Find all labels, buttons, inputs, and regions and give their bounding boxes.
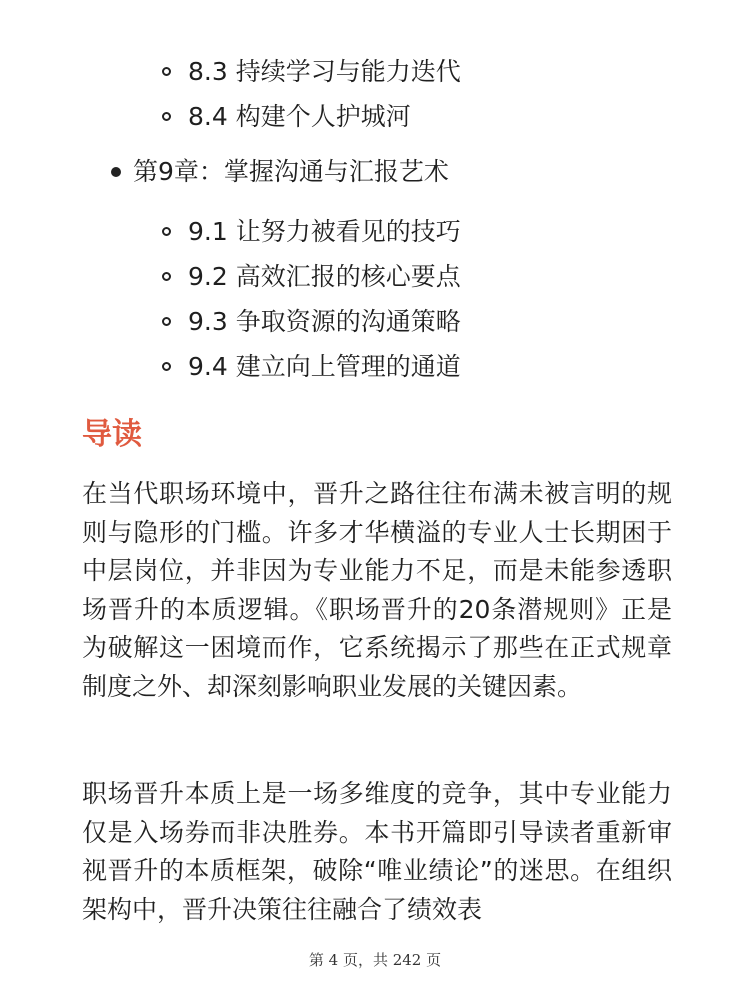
section-heading: 导读 bbox=[82, 417, 142, 452]
toc-item-label: 9.3 争取资源的沟通策略 bbox=[188, 307, 461, 336]
toc-item-9-2[interactable] bbox=[0, 257, 750, 302]
toc-item-label: 9.4 建立向上管理的通道 bbox=[188, 352, 461, 381]
toc-item-9-4[interactable] bbox=[0, 347, 750, 392]
toc-item-label: 9.2 高效汇报的核心要点 bbox=[188, 262, 461, 291]
toc-item-label: 9.1 让努力被看见的技巧 bbox=[188, 217, 461, 246]
toc-item-9-1[interactable] bbox=[0, 212, 750, 257]
toc-item-label: 8.3 持续学习与能力迭代 bbox=[188, 57, 461, 86]
hollow-bullet-icon bbox=[162, 227, 171, 236]
page-number-footer: 第 4 页，共 242 页 bbox=[308, 951, 442, 969]
body-paragraph: 在当代职场环境中，晋升之路往往布满未被言明的规则与隐形的门槛。许多才华横溢的专业人士长期困于中层岗位，并非因为专业能力不足，而是未能参透职场晋升的本质逻辑。《职场晋升的20条潜规则》正是为破解这一困境而作，它系统揭示了那些在正式规章制度之外、却深刻影响职业发展的关键因素。 bbox=[82, 479, 672, 701]
hollow-bullet-icon bbox=[162, 67, 171, 76]
hollow-bullet-icon bbox=[162, 112, 171, 121]
toc-item-label: 8.4 构建个人护城河 bbox=[188, 102, 411, 131]
hollow-bullet-icon bbox=[162, 272, 171, 281]
hollow-bullet-icon bbox=[162, 362, 171, 371]
toc-chapter-label: 第9章：掌握沟通与汇报艺术 bbox=[133, 157, 449, 186]
toc-chapter-9[interactable] bbox=[0, 152, 750, 212]
table-of-contents bbox=[0, 52, 750, 392]
toc-item-8-3[interactable] bbox=[0, 52, 750, 97]
hollow-bullet-icon bbox=[162, 317, 171, 326]
toc-item-9-3[interactable] bbox=[0, 302, 750, 347]
filled-bullet-icon bbox=[111, 167, 121, 177]
body-paragraph: 职场晋升本质上是一场多维度的竞争，其中专业能力仅是入场券而非决胜券。本书开篇即引导读者重新审视晋升的本质框架，破除“唯业绩论”的迷思。在组织架构中，晋升决策往往融合了绩效表 bbox=[82, 779, 672, 924]
toc-item-8-4[interactable] bbox=[0, 97, 750, 142]
